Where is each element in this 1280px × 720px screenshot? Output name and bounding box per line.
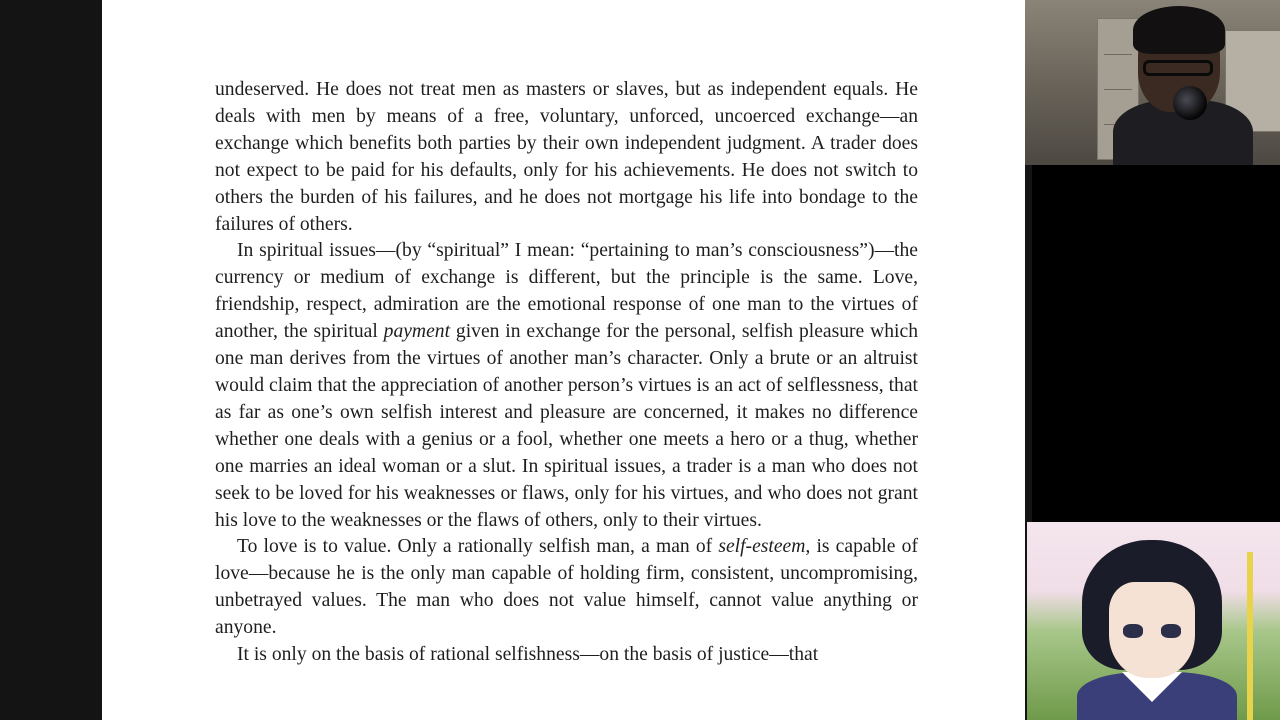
paragraph [215,534,918,642]
paragraph-text: given in exchange for the personal, selfish pleasure which one man derives from the virtues of another man’s character. Only a brute or an altruist would claim that the appreciation of another person’s virtues is an act of selflessness, that as far as one’s own selfish interest and pleasure are concerned, it makes no difference whether one deals with a genius or a fool, whether one meets a hero or a thug, whether one marries an ideal woman or a slut. In spiritual issues, a trader is a man who does not seek to be loved for his weaknesses or flaws, only for his virtues, and who does not grant his love to the weaknesses or the flaws of others, only to their virtues. [215,321,918,531]
person-hair [1133,6,1225,54]
italic-text: self-esteem, [718,536,811,558]
document-text [215,77,918,669]
paragraph-text: It is only on the basis of rational selfishness—on the basis of justice—that [237,644,819,666]
anime-avatar-overlay [1027,522,1280,720]
paragraph-text: In spiritual issues—(by “spiritual” I mean: “pertaining to man’s consciousness”)—the currency or medium of exchange is different, but the principle is the same. Love, friendship, respect, admiration are the emotional response of one man to the virtues of another, the spiritual [215,240,918,343]
anime-face [1109,582,1195,678]
paragraph [215,238,918,534]
webcam-overlay [1025,0,1280,165]
glasses-icon [1143,60,1213,76]
microphone-icon [1173,86,1207,120]
paragraph [215,642,918,669]
paragraph-text: is capable of love—because he is the only man capable of holding firm, consistent, uncompromising, unbetrayed values. The man who does not value himself, cannot value anything or anyone. [215,536,918,639]
document-page [102,0,1025,720]
left-eye-icon [1123,624,1143,638]
paragraph-text: undeserved. He does not treat men as masters or slaves, but as independent equals. He deals with men by means of a free, voluntary, unforced, uncoerced exchange—an exchange which benefits both parties by their own independent judgment. A trader does not expect to be paid for his defaults, only for his achievements. He does not switch to others the burden of his failures, and he does not mortgage his life into bondage to the failures of others. [215,79,918,235]
paragraph-text: To love is to value. Only a rationally selfish man, a man of [237,536,719,558]
right-eye-icon [1161,624,1181,638]
black-panel [1032,165,1280,522]
paragraph [215,77,918,238]
yellow-pole [1247,552,1253,720]
italic-text: payment [383,321,451,343]
